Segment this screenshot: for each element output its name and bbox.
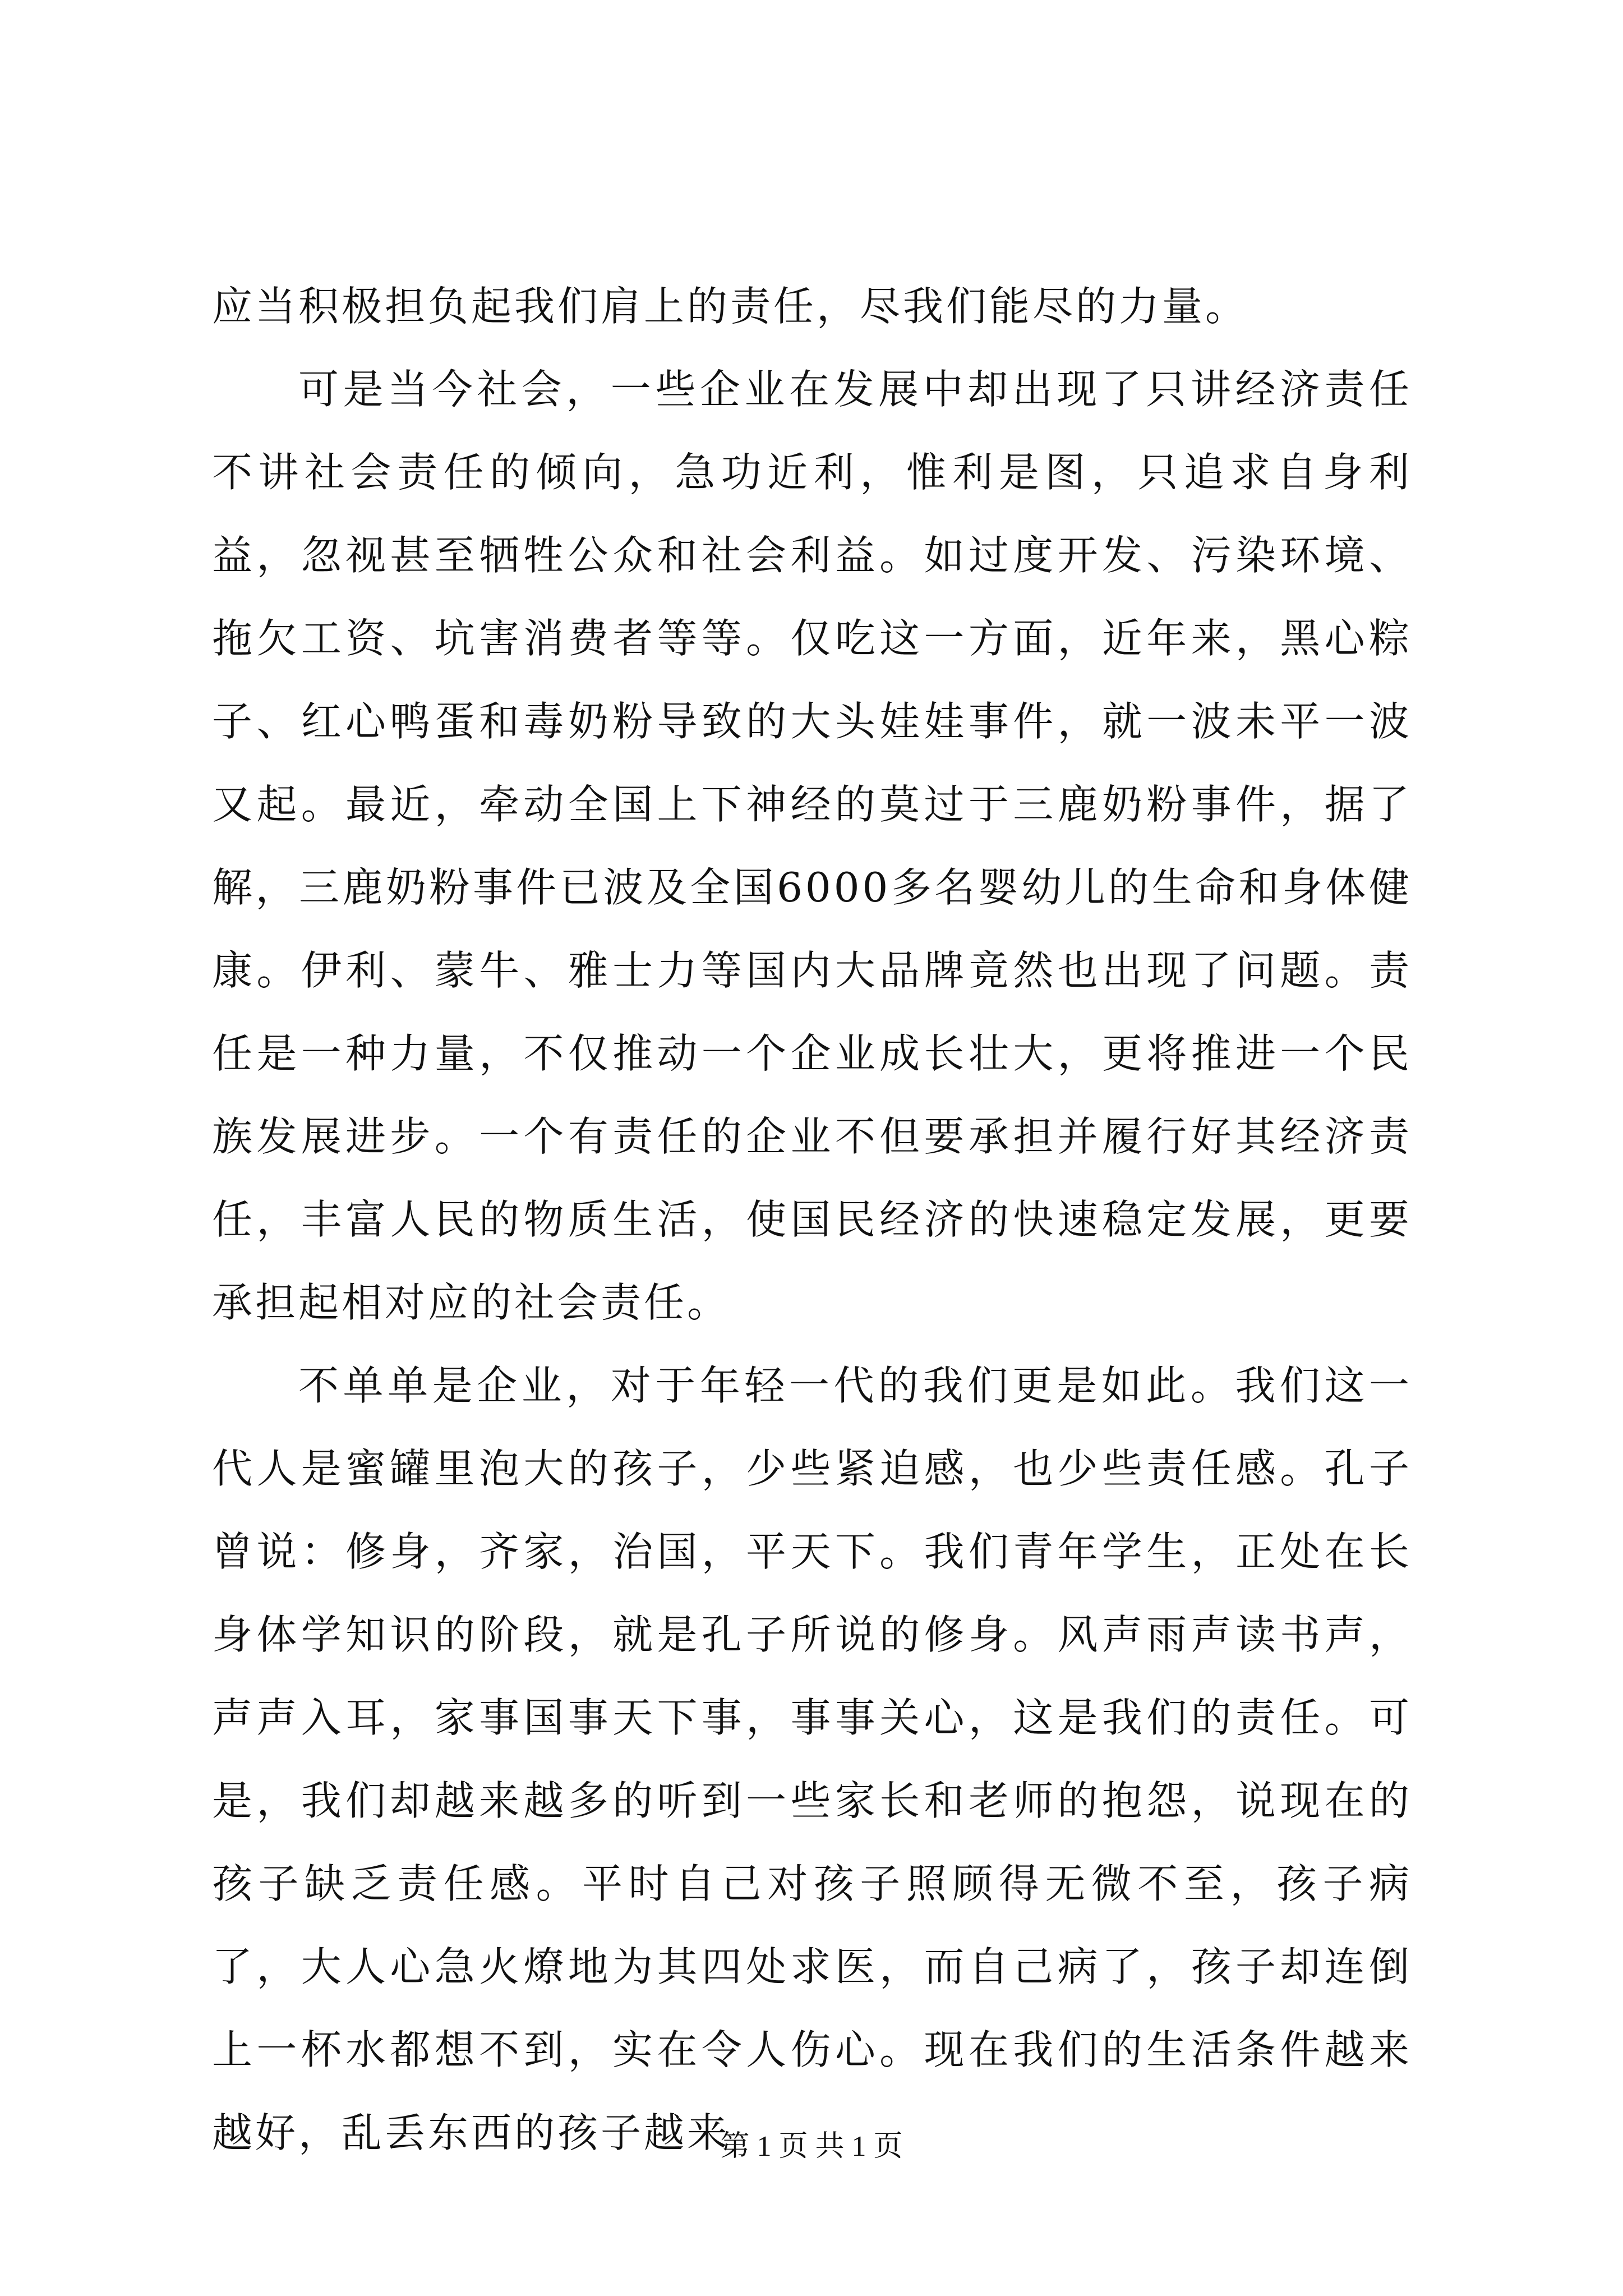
- paragraph-2: 可是当今社会，一些企业在发展中却出现了只讲经济责任不讲社会责任的倾向，急功近利，惟利是图，只追求自身利益，忽视甚至牺牲公众和社会利益。如过度开发、污染环境、拖欠工资、坑害消费者等等。仅吃这一方面，近年来，黑心粽子、红心鸭蛋和毒奶粉导致的大头娃娃事件，就一波未平一波又起。最近，牵动全国上下神经的莫过于三鹿奶粉事件，据了解，三鹿奶粉事件已波及全国6000多名婴幼儿的生命和身体健康。伊利、蒙牛、雅士力等国内大品牌竟然也出现了问题。责任是一种力量，不仅推动一个企业成长壮大，更将推进一个民族发展进步。一个有责任的企业不但要承担并履行好其经济责任，丰富人民的物质生活，使国民经济的快速稳定发展，更要承担起相对应的社会责任。: [212, 366, 1412, 1326]
- paragraph-3: 不单单是企业，对于年轻一代的我们更是如此。我们这一代人是蜜罐里泡大的孩子，少些紧迫感，也少些责任感。孔子曾说：修身，齐家，治国，平天下。我们青年学生，正处在长身体学知识的阶段，就是孔子所说的修身。风声雨声读书声，声声入耳，家事国事天下事，事事关心，这是我们的责任。可是，我们却越来越多的听到一些家长和老师的抱怨，说现在的孩子缺乏责任感。平时自己对孩子照顾得无微不至，孩子病了，大人心急火燎地为其四处求医，而自己病了，孩子却连倒上一杯水都想不到，实在令人伤心。现在我们的生活条件越来越好，乱丢东西的孩子越来: [212, 1362, 1412, 2156]
- document-body: [212, 265, 1412, 2174]
- page-footer: 第 1 页 共 1 页: [720, 2131, 903, 2162]
- paragraph-1: 应当积极担负起我们肩上的责任，尽我们能尽的力量。: [212, 283, 1249, 330]
